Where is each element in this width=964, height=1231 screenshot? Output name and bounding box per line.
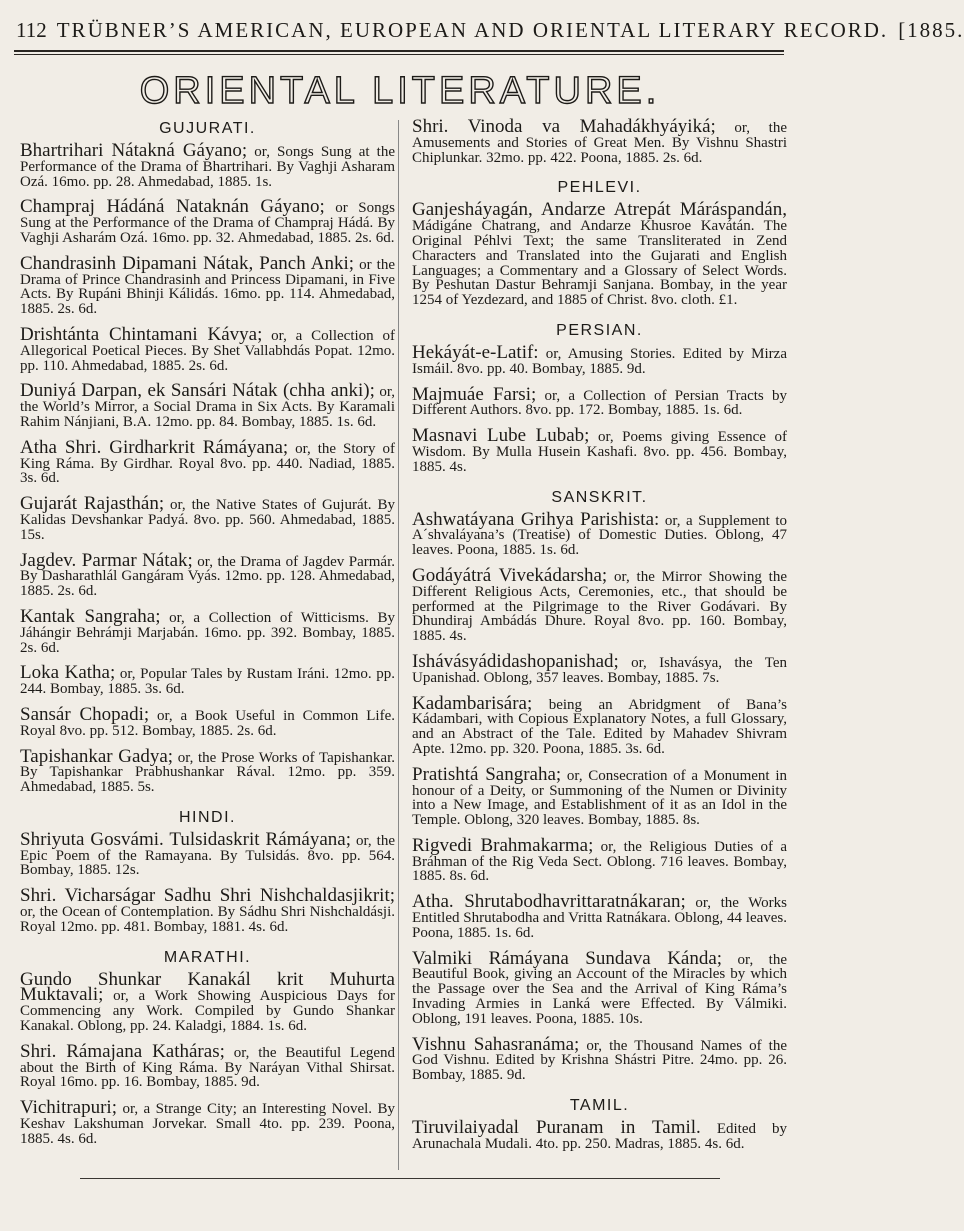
entry-details: or, the Ocean of Contemplation. By Sádhu Shri Nishchaldásji. Royal 12mo. pp. 481. Bombay, 1881. 4s. 6d. <box>20 904 395 935</box>
bibliography-entry <box>20 380 395 430</box>
bibliography-entry <box>412 834 787 885</box>
entry-title: Sansár Chopadi; <box>20 703 150 725</box>
bibliography-entry <box>412 508 787 559</box>
bibliography-entry <box>412 564 787 645</box>
entry-title: Vishnu Sahasranáma; <box>412 1033 580 1055</box>
entry-details: or, a Work Showing Auspicious Days for Commencing any Work. Compiled by Gundo Shankar Kanakal. Oblong, pp. 24. Kaladgi, 1884. 1s. 6d. <box>20 988 395 1035</box>
entry-details: or, the Drama of Jagdev Parmár. By Dasharathlál Gangáram Vyás. 12mo. pp. 128. Ahmedabad, 1885. 2s. 6d. <box>20 553 395 600</box>
heading-marathi: MARATHI. <box>163 948 252 966</box>
entry-title: Loka Katha; <box>20 662 116 684</box>
left-column <box>20 120 395 1158</box>
bibliography-entry <box>20 323 395 374</box>
entry-details: or Songs Sung at the Performance of the Drama of Champraj Hádá. By Vaghji Asharám Ozá. 16mo. pp. 32. Ahmedabad, 1885. 2s. 6d. <box>20 200 395 246</box>
entry-title: Duniyá Darpan, ek Sansári Nátak (chha anki); <box>20 380 375 402</box>
entry-details: or, the World’s Mirror, a Social Drama in Six Acts. By Karamali Rahim Nánjiani, B.A. 12mo. pp. 84. Bombay, 1885. 1s. 6d. <box>20 384 395 430</box>
year: [1885. <box>898 18 964 42</box>
bibliography-entry <box>20 968 395 1035</box>
hindi-entries <box>20 828 395 935</box>
entry-title: Ashwatáyana Grihya Parishista: <box>412 508 660 530</box>
bibliography-entry <box>20 493 395 543</box>
footer-rule <box>80 1178 720 1179</box>
entry-details: or, a Collection of Allegorical Poetical Pieces. By Shet Vallabhdás Popat. 12mo. pp. 110. Ahmedabad, 1885. 2s. 6d. <box>20 327 395 374</box>
entry-title: Kadambarisára; <box>412 692 533 714</box>
entry-details: Mádigáne Chatrang, and Andarze Khusroe Kavátán. The Original Péhlvi Text; the same Transliterated in Zend Characters and Translated into the Gujarati and English Languages; a Commentary and a Glossary of Select Words. By Peshutan Dastur Behramji Sanjana. Bombay, in the year 1254 of Yezdezard, and 1885 of Christ. 8vo. cloth. £1. <box>412 218 787 309</box>
entry-details: or, a Book Useful in Common Life. Royal 8vo. pp. 512. Bombay, 1885. 2s. 6d. <box>20 707 395 739</box>
bibliography-entry <box>20 662 396 698</box>
entry-title: Chandrasinh Dipamani Nátak, Panch Anki; <box>20 252 355 274</box>
section-title: ORIENTAL LITERATURE. <box>139 70 661 112</box>
persian-entries <box>412 341 788 475</box>
bibliography-entry <box>20 436 395 487</box>
entry-details: or, a Collection of Witticisms. By Jáhángir Behrámji Marjabán. 16mo. pp. 392. Bombay, 1885. 2s. 6d. <box>20 609 395 656</box>
entry-title: Tiruvilaiyadal Puranam in Tamil. <box>412 1117 701 1139</box>
bibliography-entry <box>412 341 787 377</box>
entry-title: Vichitrapuri; <box>20 1097 117 1119</box>
bibliography-entry <box>20 605 395 656</box>
entry-details: or, the Works Entitled Shrutabodha and Vritta Ratnákara. Oblong, 44 leaves. Poona, 1885. 1s. 6d. <box>412 895 787 941</box>
entry-title: Majmuáe Farsi; <box>412 383 537 405</box>
bibliography-entry <box>412 763 787 829</box>
gujurati-entries <box>20 140 396 796</box>
bibliography-entry <box>412 891 787 941</box>
entry-title: Shri. Vinoda va Mahadákhyáyiká; <box>412 116 716 137</box>
bibliography-entry <box>412 383 788 419</box>
bibliography-entry <box>20 885 395 935</box>
entry-details: or, a Strange City; an Interesting Novel. By Keshav Lakshuman Jorvekar. Small 4to. pp. 239. Poona, 1885. 4s. 6d. <box>20 1101 395 1147</box>
entry-details: being an Abridgment of Bana’s Kádambari, with Copious Explanatory Notes, a full Glossary, and an Abstract of the Tale. Edited by Mahadev Shivram Apte. 12mo. pp. 320. Poona, 1885. 3s. 6d. <box>412 696 787 757</box>
entry-details: or, Ishavásya, the Ten Upanishad. Oblong, 357 leaves. Bombay, 1885. 7s. <box>412 654 787 686</box>
entry-title: Shri. Vicharságar Sadhu Shri Nishchaldasjikrit; <box>20 885 395 907</box>
heading-tamil: TAMIL. <box>569 1097 630 1115</box>
entry-title: Bhartrihari Nátakná Gáyano; <box>20 140 248 161</box>
bibliography-entry <box>20 828 395 879</box>
tamil-entries <box>412 1117 788 1152</box>
bibliography-entry <box>20 1097 395 1147</box>
sanskrit-entries <box>412 508 787 1084</box>
marathi-entries-continued <box>412 116 787 166</box>
right-column <box>412 116 788 1163</box>
journal-title: TRÜBNER’S AMERICAN, EUROPEAN AND ORIENTAL LITERARY RECORD. <box>56 18 889 42</box>
heading-pehlevi: PEHLEVI. <box>557 179 642 197</box>
bibliography-entry <box>20 252 395 318</box>
bibliography-entry <box>20 196 395 246</box>
running-head <box>16 18 964 43</box>
entry-details: or, a Supplement to A´shvaláyana’s (Treatise) of Domestic Duties. Oblong, 47 leaves. Poona, 1885. 1s. 6d. <box>412 512 787 559</box>
entry-title: Gujarát Rajasthán; <box>20 493 165 515</box>
bibliography-entry <box>412 650 787 686</box>
heading-gujurati: GUJURATI. <box>159 120 256 137</box>
entry-title: Ganjesháyagán, Andarze Atrepát Máráspandán, <box>412 199 787 221</box>
entry-details: or, Consecration of a Monument in honour of a Deity, or Summoning of the Numen or Divinity into a New Image, and Establishment of it as an Idol in the Temple. Oblong, 320 leaves. Bombay, 1885. 8s. <box>412 767 787 829</box>
entry-details: or, the Beautiful Legend about the Birth of King Ráma. By Naráyan Vithal Shirsat. Royal 16mo. pp. 16. Bombay, 1885. 9d. <box>20 1044 396 1091</box>
entry-title: Jagdev. Parmar Nátak; <box>20 549 193 571</box>
entry-title: Tapishankar Gadya; <box>20 745 174 767</box>
entry-details: or, the Religious Duties of a Bráhman of the Rig Veda Sect. Oblong. 716 leaves. Bombay, 1885. 8s. 6d. <box>412 838 787 885</box>
bibliography-entry <box>412 199 787 309</box>
entry-title: Ishávásyádidashopanishad; <box>412 650 619 672</box>
header-rule-thin <box>14 54 784 55</box>
entry-title: Valmiki Rámáyana Sundava Kánda; <box>412 947 723 969</box>
entry-details: or, the Native States of Gujurát. By Kalidas Devshankar Padyá. 8vo. pp. 560. Ahmedabad, 1885. 15s. <box>20 497 395 543</box>
entry-details: or, Songs Sung at the Performance of the Drama of Bhartrihari. By Vaghji Asharam Ozá. 16mo. pp. 28. Ahmedabad, 1885. 1s. <box>20 144 395 190</box>
entry-title: Atha. Shrutabodhavrittaratnákaran; <box>412 891 686 913</box>
entry-title: Champraj Hádáná Nataknán Gáyano; <box>20 196 325 218</box>
entry-details: or the Drama of Prince Chandrasinh and Princess Dipamani, in Five Acts. By Rupáni Bhinji Kálidás. 16mo. pp. 114. Ahmedabad, 1885. 2s. 6d. <box>20 256 395 318</box>
entry-title: Rigvedi Brahmakarma; <box>412 834 594 856</box>
entry-details: or, the Beautiful Book, giving an Account of the Miracles by which the Passage over the Sea and the Arrival of King Ráma’s Invading Armies in Lanká were Effected. By Válmiki. Oblong, 191 leaves. Poona, 1885. 10s. <box>412 951 787 1027</box>
entry-title: Drishtánta Chintamani Kávya; <box>20 323 263 345</box>
bibliography-entry <box>20 745 395 796</box>
header-rule <box>14 50 784 52</box>
entry-details: or, Amusing Stories. Edited by Mirza Ismáil. 8vo. pp. 40. Bombay, 1885. 9d. <box>412 345 787 377</box>
entry-title: Masnavi Lube Lubab; <box>412 425 590 447</box>
marathi-entries <box>20 968 396 1147</box>
entry-details: or, the Amusements and Stories of Great Men. By Vishnu Shastri Chiplunkar. 32mo. pp. 422. Poona, 1885. 2s. 6d. <box>412 120 787 166</box>
bibliography-entry <box>20 703 395 739</box>
entry-title: Pratishtá Sangraha; <box>412 763 562 785</box>
entry-details: or, the Thousand Names of the God Vishnu. Edited by Krishna Shástri Pitre. 24mo. pp. 26. Bombay, 1885. 9d. <box>412 1037 787 1084</box>
entry-details: or, the Mirror Showing the Different Religious Acts, Ceremonies, etc., that should be performed at the Pilgrimage to the River Godávari. By Dhundiraj Ambádás Dhure. Royal 8vo. pp. 160. Bombay, 1885. 4s. <box>412 568 787 645</box>
entry-details: or, the Epic Poem of the Ramayana. By Tulsidás. 8vo. pp. 564. Bombay, 1885. 12s. <box>20 832 395 879</box>
entry-title: Atha Shri. Girdharkrit Rámáyana; <box>20 436 289 458</box>
entry-details: Edited by Arunachala Mudali. 4to. pp. 250. Madras, 1885. 4s. 6d. <box>412 1121 788 1152</box>
entry-details: or, Popular Tales by Rustam Iráni. 12mo. pp. 244. Bombay, 1885. 3s. 6d. <box>20 666 396 698</box>
entry-details: or, a Collection of Persian Tracts by Different Authors. 8vo. pp. 172. Bombay, 1885. 1s. 6d. <box>412 387 788 419</box>
bibliography-entry <box>20 549 395 600</box>
bibliography-entry <box>412 947 787 1027</box>
entry-details: or, the Prose Works of Tapishankar. By Tapishankar Prabhushankar Rával. 12mo. pp. 359. Ahmedabad, 1885. 5s. <box>20 749 395 796</box>
bibliography-entry <box>412 1033 787 1084</box>
bibliography-entry <box>412 692 787 757</box>
column-divider <box>398 120 399 1170</box>
entry-details: or, Poems giving Essence of Wisdom. By Mulla Husein Kashafi. 8vo. pp. 456. Bombay, 1885. 4s. <box>412 429 787 475</box>
bibliography-entry <box>20 1040 396 1091</box>
bibliography-entry <box>412 425 787 475</box>
heading-persian: PERSIAN. <box>556 321 643 339</box>
bibliography-entry <box>412 116 787 166</box>
bibliography-entry <box>412 1117 788 1152</box>
entry-title: Shri. Rámajana Katháras; <box>20 1040 225 1062</box>
entry-details: or, the Story of King Ráma. By Girdhar. Royal 8vo. pp. 440. Nadiad, 1885. 3s. 6d. <box>20 440 395 487</box>
entry-title: Godáyátrá Vivekádarsha; <box>412 564 608 586</box>
heading-hindi: HINDI. <box>179 808 236 826</box>
heading-sanskrit: SANSKRIT. <box>551 488 648 506</box>
entry-title: Hekáyát-e-Latif: <box>412 341 539 363</box>
entry-title: Kantak Sangraha; <box>20 605 161 627</box>
entry-title: Gundo Shunkar Kanakál krit Muhurta Muktavali; <box>20 968 395 1006</box>
entry-title: Shriyuta Gosvámi. Tulsidaskrit Rámáyana; <box>20 828 351 850</box>
bibliography-entry <box>20 140 395 190</box>
page-number: 112 <box>16 18 47 42</box>
pehlevi-entries <box>412 199 787 309</box>
